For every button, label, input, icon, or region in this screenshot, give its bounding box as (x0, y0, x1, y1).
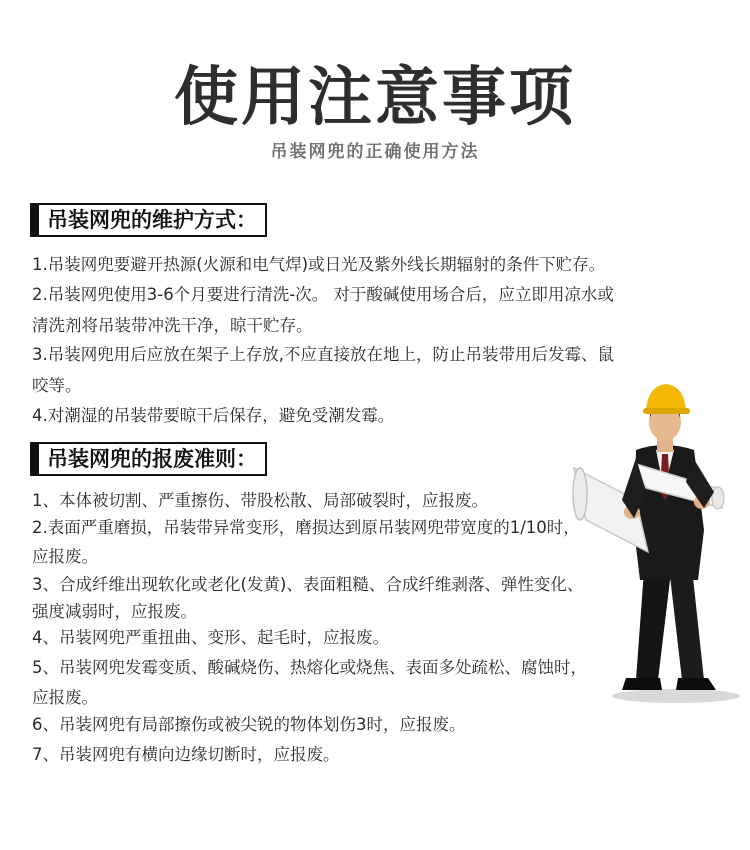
scrap-line: 1、本体被切割、严重擦伤、带股松散、局部破裂时，应报废。 (32, 491, 488, 510)
page-subtitle: 吊装网兜的正确使用方法 (270, 142, 480, 162)
scrap-line: 强度减弱时，应报废。 (32, 602, 197, 621)
maintenance-line: 2.吊装网兜使用3-6个月要进行清洗-次。 对于酸碱使用场合后，应立即用凉水或 (32, 285, 614, 304)
maintenance-line: 咬等。 (32, 376, 82, 395)
page-title: 使用注意事项 (174, 61, 576, 135)
maintenance-line: 1.吊装网兜要避开热源(火源和电气焊)或日光及紫外线长期辐射的条件下贮存。 (32, 255, 606, 274)
scrap-line: 6、吊装网兜有局部擦伤或被尖锐的物体划伤3时，应报废。 (32, 715, 466, 734)
scrap-line: 应报废。 (32, 547, 98, 566)
maintenance-line: 4.对潮湿的吊装带要晾干后保存，避免受潮发霉。 (32, 406, 395, 425)
scrap-line: 7、吊装网兜有横向边缘切断时，应报废。 (32, 745, 340, 764)
maintenance-heading: 吊装网兜的维护方式： (30, 203, 267, 237)
scrap-line: 4、吊装网兜严重扭曲、变形、起毛时，应报废。 (32, 628, 389, 647)
maintenance-line: 3.吊装网兜用后应放在架子上存放,不应直接放在地上，防止吊装带用后发霉、鼠 (32, 345, 614, 364)
scrap-heading: 吊装网兜的报废准则： (30, 442, 267, 476)
scrap-line: 3、合成纤维出现软化或老化(发黄)、表面粗糙、合成纤维剥落、弹性变化、 (32, 575, 584, 594)
scrap-line: 2.表面严重磨损，吊装带异常变形，磨损达到原吊装网兜带宽度的1/10时， (32, 518, 580, 537)
scrap-line: 5、吊装网兜发霉变质、酸碱烧伤、热熔化或烧焦、表面多处疏松、腐蚀时， (32, 658, 587, 677)
maintenance-line: 清洗剂将吊装带冲洗干净，晾干贮存。 (32, 316, 313, 335)
scrap-line: 应报废。 (32, 688, 98, 707)
engineer-illustration (566, 380, 746, 705)
